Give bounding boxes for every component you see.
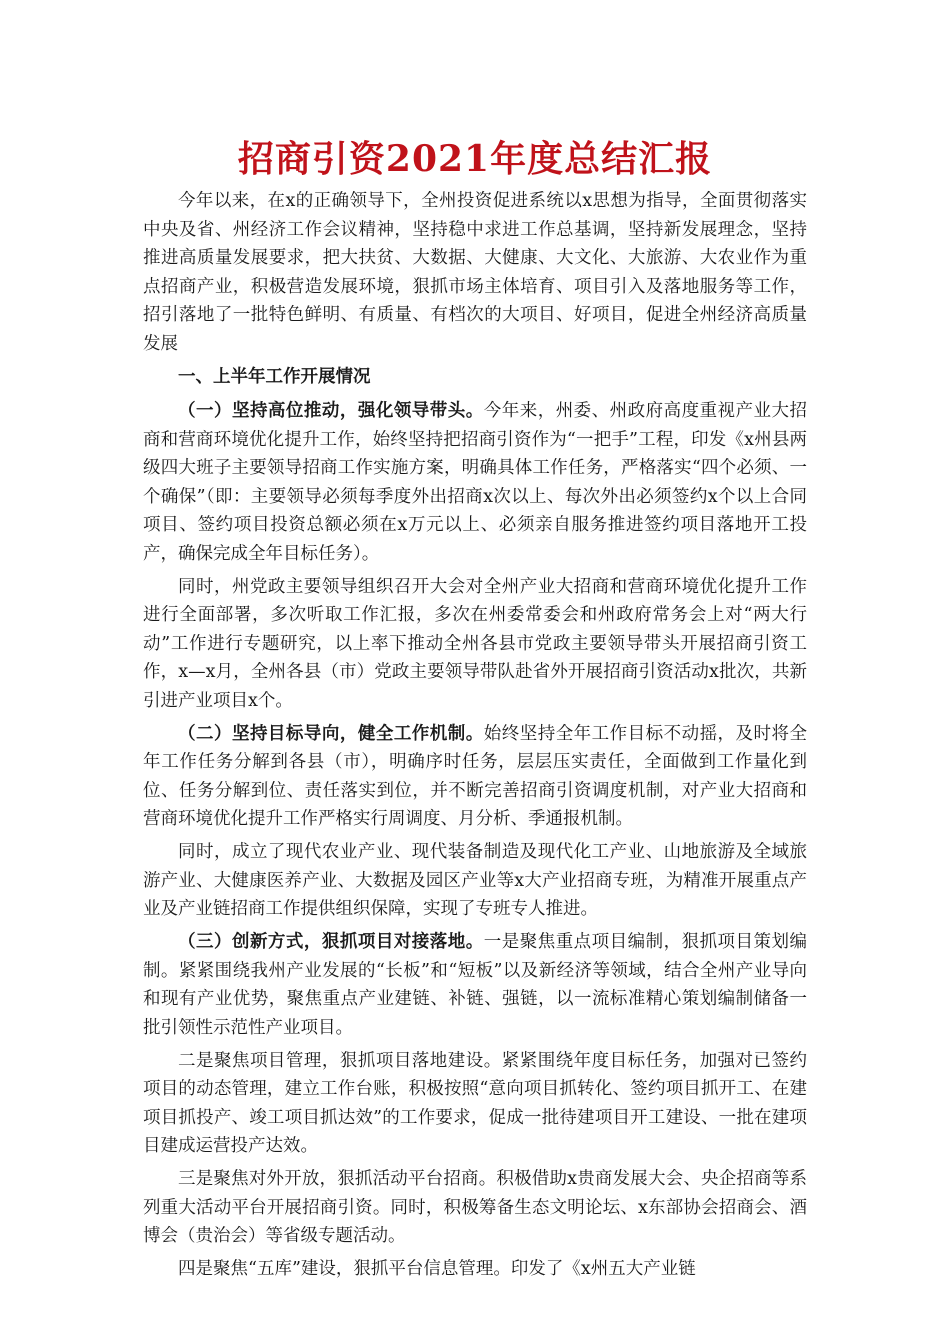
paragraph-item-1 (143, 397, 807, 568)
item-3-lead: （三）创新方式，狠抓项目对接落地。 (178, 932, 484, 952)
item-1-text: 今年来，州委、州政府高度重视产业大招商和营商环境优化提升工作，始终坚持把招商引资作为“一把手”工程，印发《x州县两级四大班子主要领导招商工作实施方案，明确具体工作任务，严格落实“四个必须、一个确保”（即：主要领导必须每季度外出招商x次以上、每次外出必须签约x个以上合同项目、签约项目投资总额必须在x万元以上、必须亲自服务推进签约项目落地开工投产，确保完成全年目标任务）。 (143, 401, 807, 564)
paragraph-1b: 同时，州党政主要领导组织召开大会对全州产业大招商和营商环境优化提升工作进行全面部署，多次听取工作汇报，多次在州委常委会和州政府常务会上对“两大行动”工作进行专题研究，以上率下推动全州各县市党政主要领导带头开展招商引资工作，x—x月，全州各县（市）党政主要领导带队赴省外开展招商引资活动x批次，共新引进产业项目x个。 (143, 576, 807, 711)
section-heading: 一、上半年工作开展情况 (178, 366, 371, 387)
paragraph-2b: 同时，成立了现代农业产业、现代装备制造及现代化工产业、山地旅游及全域旅游产业、大健康医养产业、大数据及园区产业等x大产业招商专班，为精准开展重点产业及产业链招商工作提供组织保障，实现了专班专人推进。 (143, 842, 807, 919)
paragraph-3b: 二是聚焦项目管理，狠抓项目落地建设。紧紧围绕年度目标任务，加强对已签约项目的动态管理，建立工作台账，积极按照“意向项目抓转化、签约项目抓开工、在建项目抓投产、竣工项目抓达效”的工作要求，促成一批待建项目开工建设、一批在建项目建成运营投产达效。 (143, 1050, 807, 1156)
item-3-text: 一是聚焦重点项目编制，狠抓项目策划编制。紧紧围绕我州产业发展的“长板”和“短板”以及新经济等领域，结合全州产业导向和现有产业优势，聚焦重点产业建链、补链、强链，以一流标准精心策划编制储备一批引领性示范性产业项目。 (143, 932, 807, 1038)
document-title: 招商引资2021年度总结汇报 (237, 138, 713, 180)
item-2-text: 始终坚持全年工作目标不动摇，及时将全年工作任务分解到各县（市），明确序时任务，层层压实责任，全面做到工作量化到位、任务分解到位、责任落实到位，并不断完善招商引资调度机制，对产业大招商和营商环境优化提升工作严格实行周调度、月分析、季通报机制。 (143, 723, 807, 829)
item-1-lead: （一）坚持高位推动，强化领导带头。 (178, 401, 484, 421)
paragraph-item-2 (143, 720, 807, 834)
paragraph-3c: 三是聚焦对外开放，狠抓活动平台招商。积极借助x贵商发展大会、央企招商等系列重大活动平台开展招商引资。同时，积极筹备生态文明论坛、x东部协会招商会、酒博会（贵治会）等省级专题活动。 (143, 1169, 807, 1246)
paragraph-3d: 四是聚焦“五库”建设，狠抓平台信息管理。印发了《x州五大产业链 (178, 1259, 696, 1279)
intro-paragraph: 今年以来，在x的正确领导下，全州投资促进系统以x思想为指导，全面贯彻落实中央及省、州经济工作会议精神，坚持稳中求进工作总基调，坚持新发展理念，坚持推进高质量发展要求，把大扶贫、大数据、大健康、大文化、大旅游、大农业作为重点招商产业，积极营造发展环境，狠抓市场主体培育、项目引入及落地服务等工作，招引落地了一批特色鲜明、有质量、有档次的大项目、好项目，促进全州经济高质量发展 (143, 191, 807, 354)
item-2-lead: （二）坚持目标导向，健全工作机制。 (178, 723, 484, 744)
paragraph-item-3 (143, 928, 807, 1042)
document-body (143, 187, 807, 1288)
